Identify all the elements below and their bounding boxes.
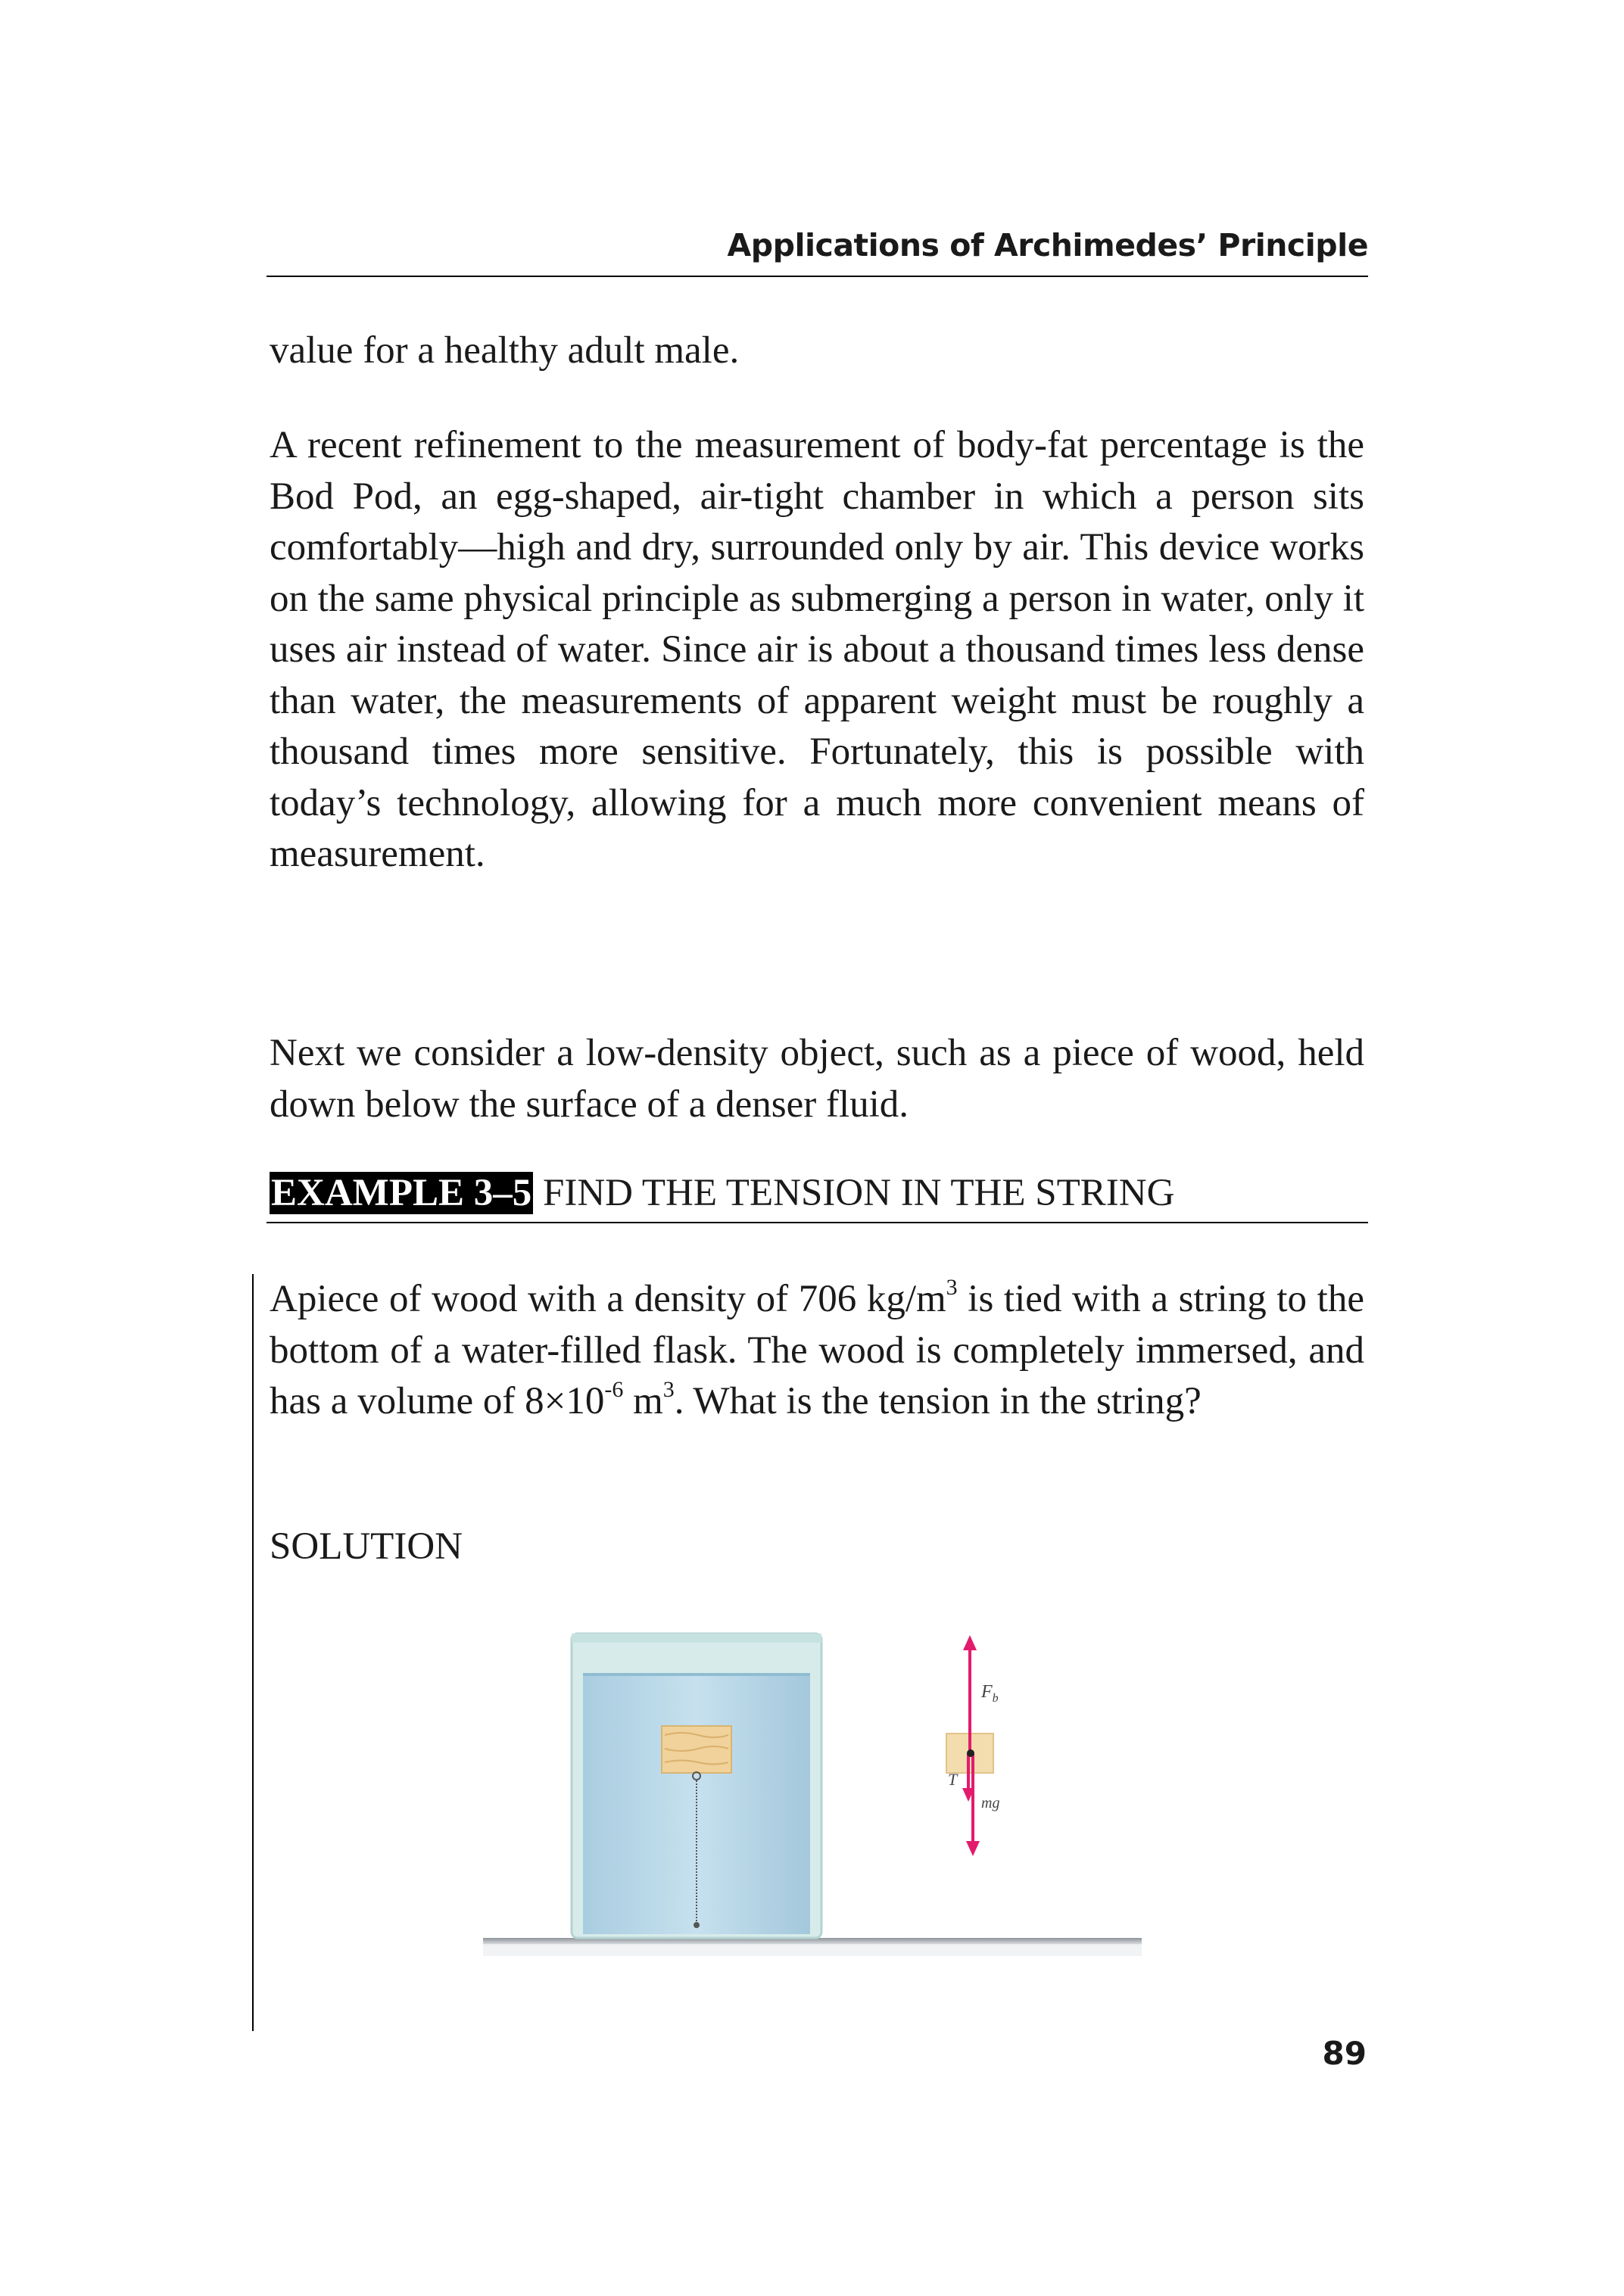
solution-label: SOLUTION bbox=[270, 1525, 463, 1568]
water-surface bbox=[583, 1673, 810, 1676]
flask-water bbox=[583, 1673, 810, 1934]
example-problem: Apiece of wood with a density of 706 $kg/m^3$ is tied with a string to the bottom of a water-filled flask. The wood is completely immersed, and has a volume of $8\times 10^{-6}$ $m^3$. What is the tension in the string? bbox=[270, 1275, 1364, 1422]
string-anchor bbox=[694, 1922, 700, 1928]
weight-label: mg bbox=[981, 1795, 1000, 1812]
page-number: 89 bbox=[1322, 2035, 1367, 2072]
weight-arrowhead bbox=[966, 1841, 980, 1856]
example-title: FIND THE TENSION IN THE STRING bbox=[543, 1172, 1175, 1214]
example-side-rule bbox=[252, 1274, 254, 2031]
buoyant-arrowhead bbox=[963, 1635, 977, 1650]
wood-block bbox=[662, 1726, 731, 1773]
example-heading bbox=[270, 1167, 1174, 1219]
running-header: Applications of Archimedes’ Principle bbox=[727, 227, 1368, 263]
tension-label: T bbox=[948, 1770, 958, 1789]
fbd-center-point bbox=[967, 1749, 974, 1757]
paragraph-low-density: Next we consider a low-density object, such as a piece of wood, held down below the surface of a denser fluid. bbox=[270, 1032, 1364, 1126]
example-rule bbox=[267, 1222, 1368, 1223]
tension-figure bbox=[477, 1620, 1158, 1983]
table-shadow bbox=[483, 1944, 1142, 1956]
paragraph-bod-pod: A recent refinement to the measurement of body-fat percentage is the Bod Pod, an egg-shaped, air-tight chamber in which a person sits comfortably—high and dry, surrounded only by air. This device works on the same physical principle as submerging a person in water, only it uses air instead of water. Since air is about a thousand times less dense than water, the measurements of apparent weight must be roughly a thousand times more sensitive. Fortunately, this is possible with today’s technology, allowing for a much more convenient means of measurement. bbox=[270, 424, 1364, 875]
header-rule bbox=[267, 276, 1368, 277]
example-label: EXAMPLE 3–5 bbox=[271, 1172, 532, 1214]
flask-rim bbox=[572, 1634, 821, 1643]
flask bbox=[572, 1634, 821, 1938]
free-body-diagram bbox=[946, 1635, 999, 1856]
buoyant-label: $F_b$ bbox=[981, 1682, 999, 1705]
paragraph-continuation: value for a healthy adult male. bbox=[270, 329, 740, 372]
